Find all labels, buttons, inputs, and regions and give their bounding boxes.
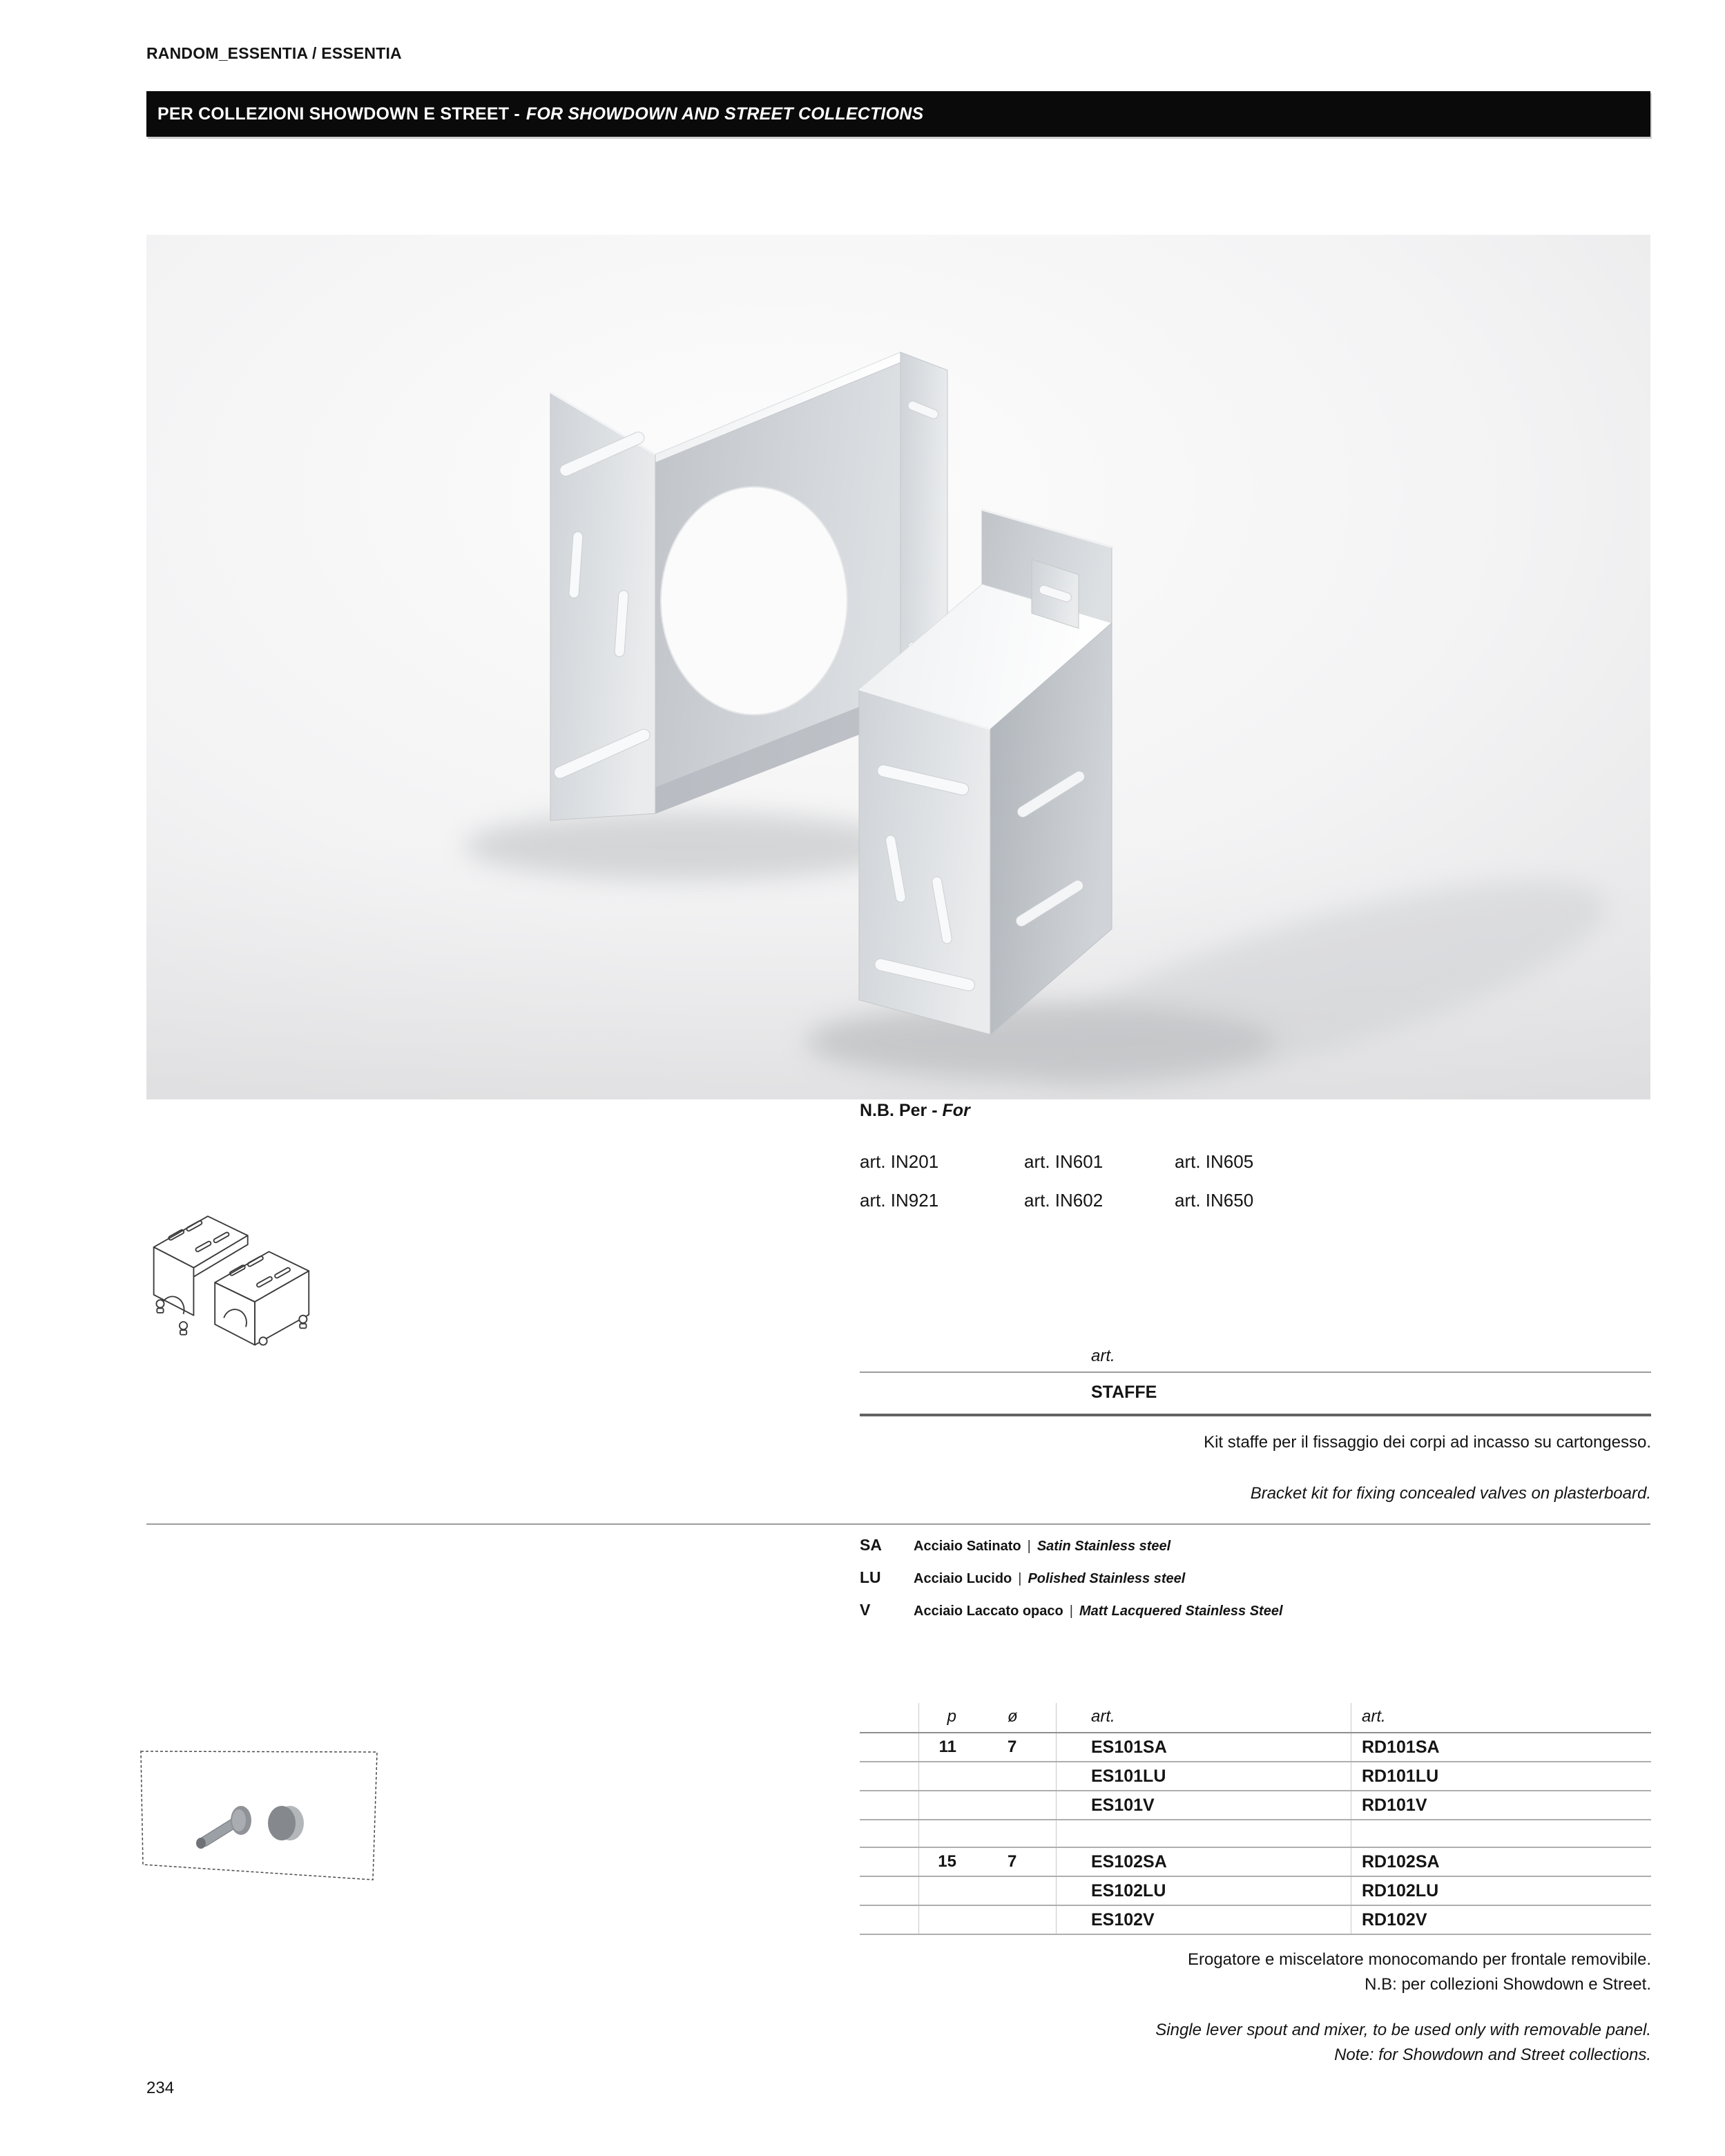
- note-italian-line1: Erogatore e miscelatore monocomando per frontale removibile.: [1187, 1950, 1651, 1969]
- banner-title-english: FOR SHOWDOWN AND STREET COLLECTIONS: [526, 104, 924, 124]
- material-separator: |: [1069, 1604, 1073, 1619]
- table-group-gap: [860, 1820, 1651, 1848]
- spec-table: [860, 1703, 1651, 1935]
- table-row: [860, 1762, 1651, 1791]
- cell-diameter: 7: [1008, 1738, 1017, 1756]
- nb-article: art. IN602: [1024, 1190, 1104, 1211]
- table-row: [860, 1848, 1651, 1877]
- material-row: [860, 1568, 1651, 1587]
- nb-title: [860, 1101, 1481, 1121]
- cell-art-right: RD101SA: [1362, 1738, 1440, 1757]
- divider-full-width: [146, 1523, 1650, 1525]
- cell-p: 15: [938, 1852, 956, 1871]
- material-code: V: [860, 1601, 871, 1619]
- material-separator: |: [1018, 1571, 1022, 1586]
- materials-legend: [860, 1536, 1651, 1633]
- cell-art-left: ES102SA: [1091, 1852, 1167, 1871]
- nb-article: art. IN601: [1024, 1151, 1104, 1172]
- note-english-line2: Note: for Showdown and Street collections.: [1334, 2046, 1651, 2064]
- material-name-italian: Acciaio Lucido: [914, 1571, 1012, 1586]
- nb-article: art. IN605: [1175, 1151, 1254, 1172]
- note-english-block: [860, 2018, 1651, 2068]
- bracket-line-diagram: [135, 1209, 336, 1350]
- cell-art-left: ES101V: [1091, 1796, 1155, 1815]
- faucet-diagram: [135, 1747, 388, 1887]
- table-row: [860, 1791, 1651, 1820]
- cell-art-right: RD102LU: [1362, 1881, 1439, 1900]
- cell-art-right: RD102V: [1362, 1910, 1427, 1929]
- product-photo-illustration: [146, 235, 1650, 1099]
- product-block: [860, 1347, 1651, 1503]
- product-photo: [146, 235, 1650, 1099]
- nb-article: art. IN650: [1175, 1190, 1254, 1211]
- cell-art-left: ES101LU: [1091, 1767, 1166, 1786]
- cell-art-left: ES102LU: [1091, 1881, 1166, 1900]
- bracket-line-diagram-svg: [135, 1209, 336, 1350]
- material-name-italian: Acciaio Laccato opaco: [914, 1604, 1063, 1619]
- note-italian-line2: N.B: per collezioni Showdown e Street.: [1365, 1975, 1651, 1994]
- header-diameter: ø: [1008, 1707, 1018, 1726]
- faucet-diagram-svg: [135, 1747, 388, 1887]
- nb-title-english: For: [942, 1101, 970, 1120]
- art-column-label: art.: [1091, 1347, 1115, 1365]
- material-code: LU: [860, 1568, 881, 1586]
- section-banner: [146, 91, 1650, 137]
- nb-title-italian: N.B. Per -: [860, 1101, 938, 1120]
- cell-diameter: 7: [1008, 1852, 1017, 1871]
- divider-thin: [860, 1371, 1651, 1373]
- nb-article: art. IN201: [860, 1151, 939, 1172]
- table-row: [860, 1906, 1651, 1935]
- product-description-italian: Kit staffe per il fissaggio dei corpi ad incasso su cartongesso.: [1204, 1433, 1651, 1452]
- page-number: 234: [146, 2079, 175, 2097]
- material-separator: |: [1027, 1539, 1031, 1554]
- cell-art-left: ES101SA: [1091, 1738, 1167, 1757]
- table-header-row: [860, 1703, 1651, 1733]
- product-description-english: Bracket kit for fixing concealed valves on plasterboard.: [1250, 1484, 1651, 1503]
- table-row: [860, 1877, 1651, 1906]
- divider-thick: [860, 1414, 1651, 1416]
- breadcrumb: RANDOM_ESSENTIA / ESSENTIA: [146, 44, 402, 62]
- banner-title-italian: PER COLLEZIONI SHOWDOWN E STREET -: [157, 104, 520, 124]
- nb-article-list: [860, 1150, 1481, 1212]
- header-art-left: art.: [1091, 1707, 1115, 1726]
- material-name-english: Polished Stainless steel: [1028, 1571, 1186, 1586]
- material-row: [860, 1601, 1651, 1619]
- material-row: [860, 1536, 1651, 1555]
- cell-art-right: RD101LU: [1362, 1767, 1439, 1786]
- cell-art-left: ES102V: [1091, 1910, 1155, 1929]
- material-name-english: Matt Lacquered Stainless Steel: [1079, 1604, 1283, 1619]
- table-row: [860, 1733, 1651, 1762]
- nb-article: art. IN921: [860, 1190, 939, 1211]
- cell-art-right: RD102SA: [1362, 1852, 1440, 1871]
- cell-p: 11: [938, 1738, 956, 1756]
- material-name-italian: Acciaio Satinato: [914, 1539, 1021, 1554]
- header-p: p: [947, 1707, 956, 1726]
- nb-section: [860, 1101, 1481, 1212]
- cell-art-right: RD101V: [1362, 1796, 1427, 1815]
- header-art-right: art.: [1362, 1707, 1386, 1726]
- product-name: STAFFE: [1091, 1383, 1157, 1402]
- note-english-line1: Single lever spout and mixer, to be used only with removable panel.: [1155, 2021, 1651, 2039]
- material-name-english: Satin Stainless steel: [1037, 1539, 1171, 1554]
- material-code: SA: [860, 1536, 882, 1554]
- footer-notes: [860, 1947, 1651, 2068]
